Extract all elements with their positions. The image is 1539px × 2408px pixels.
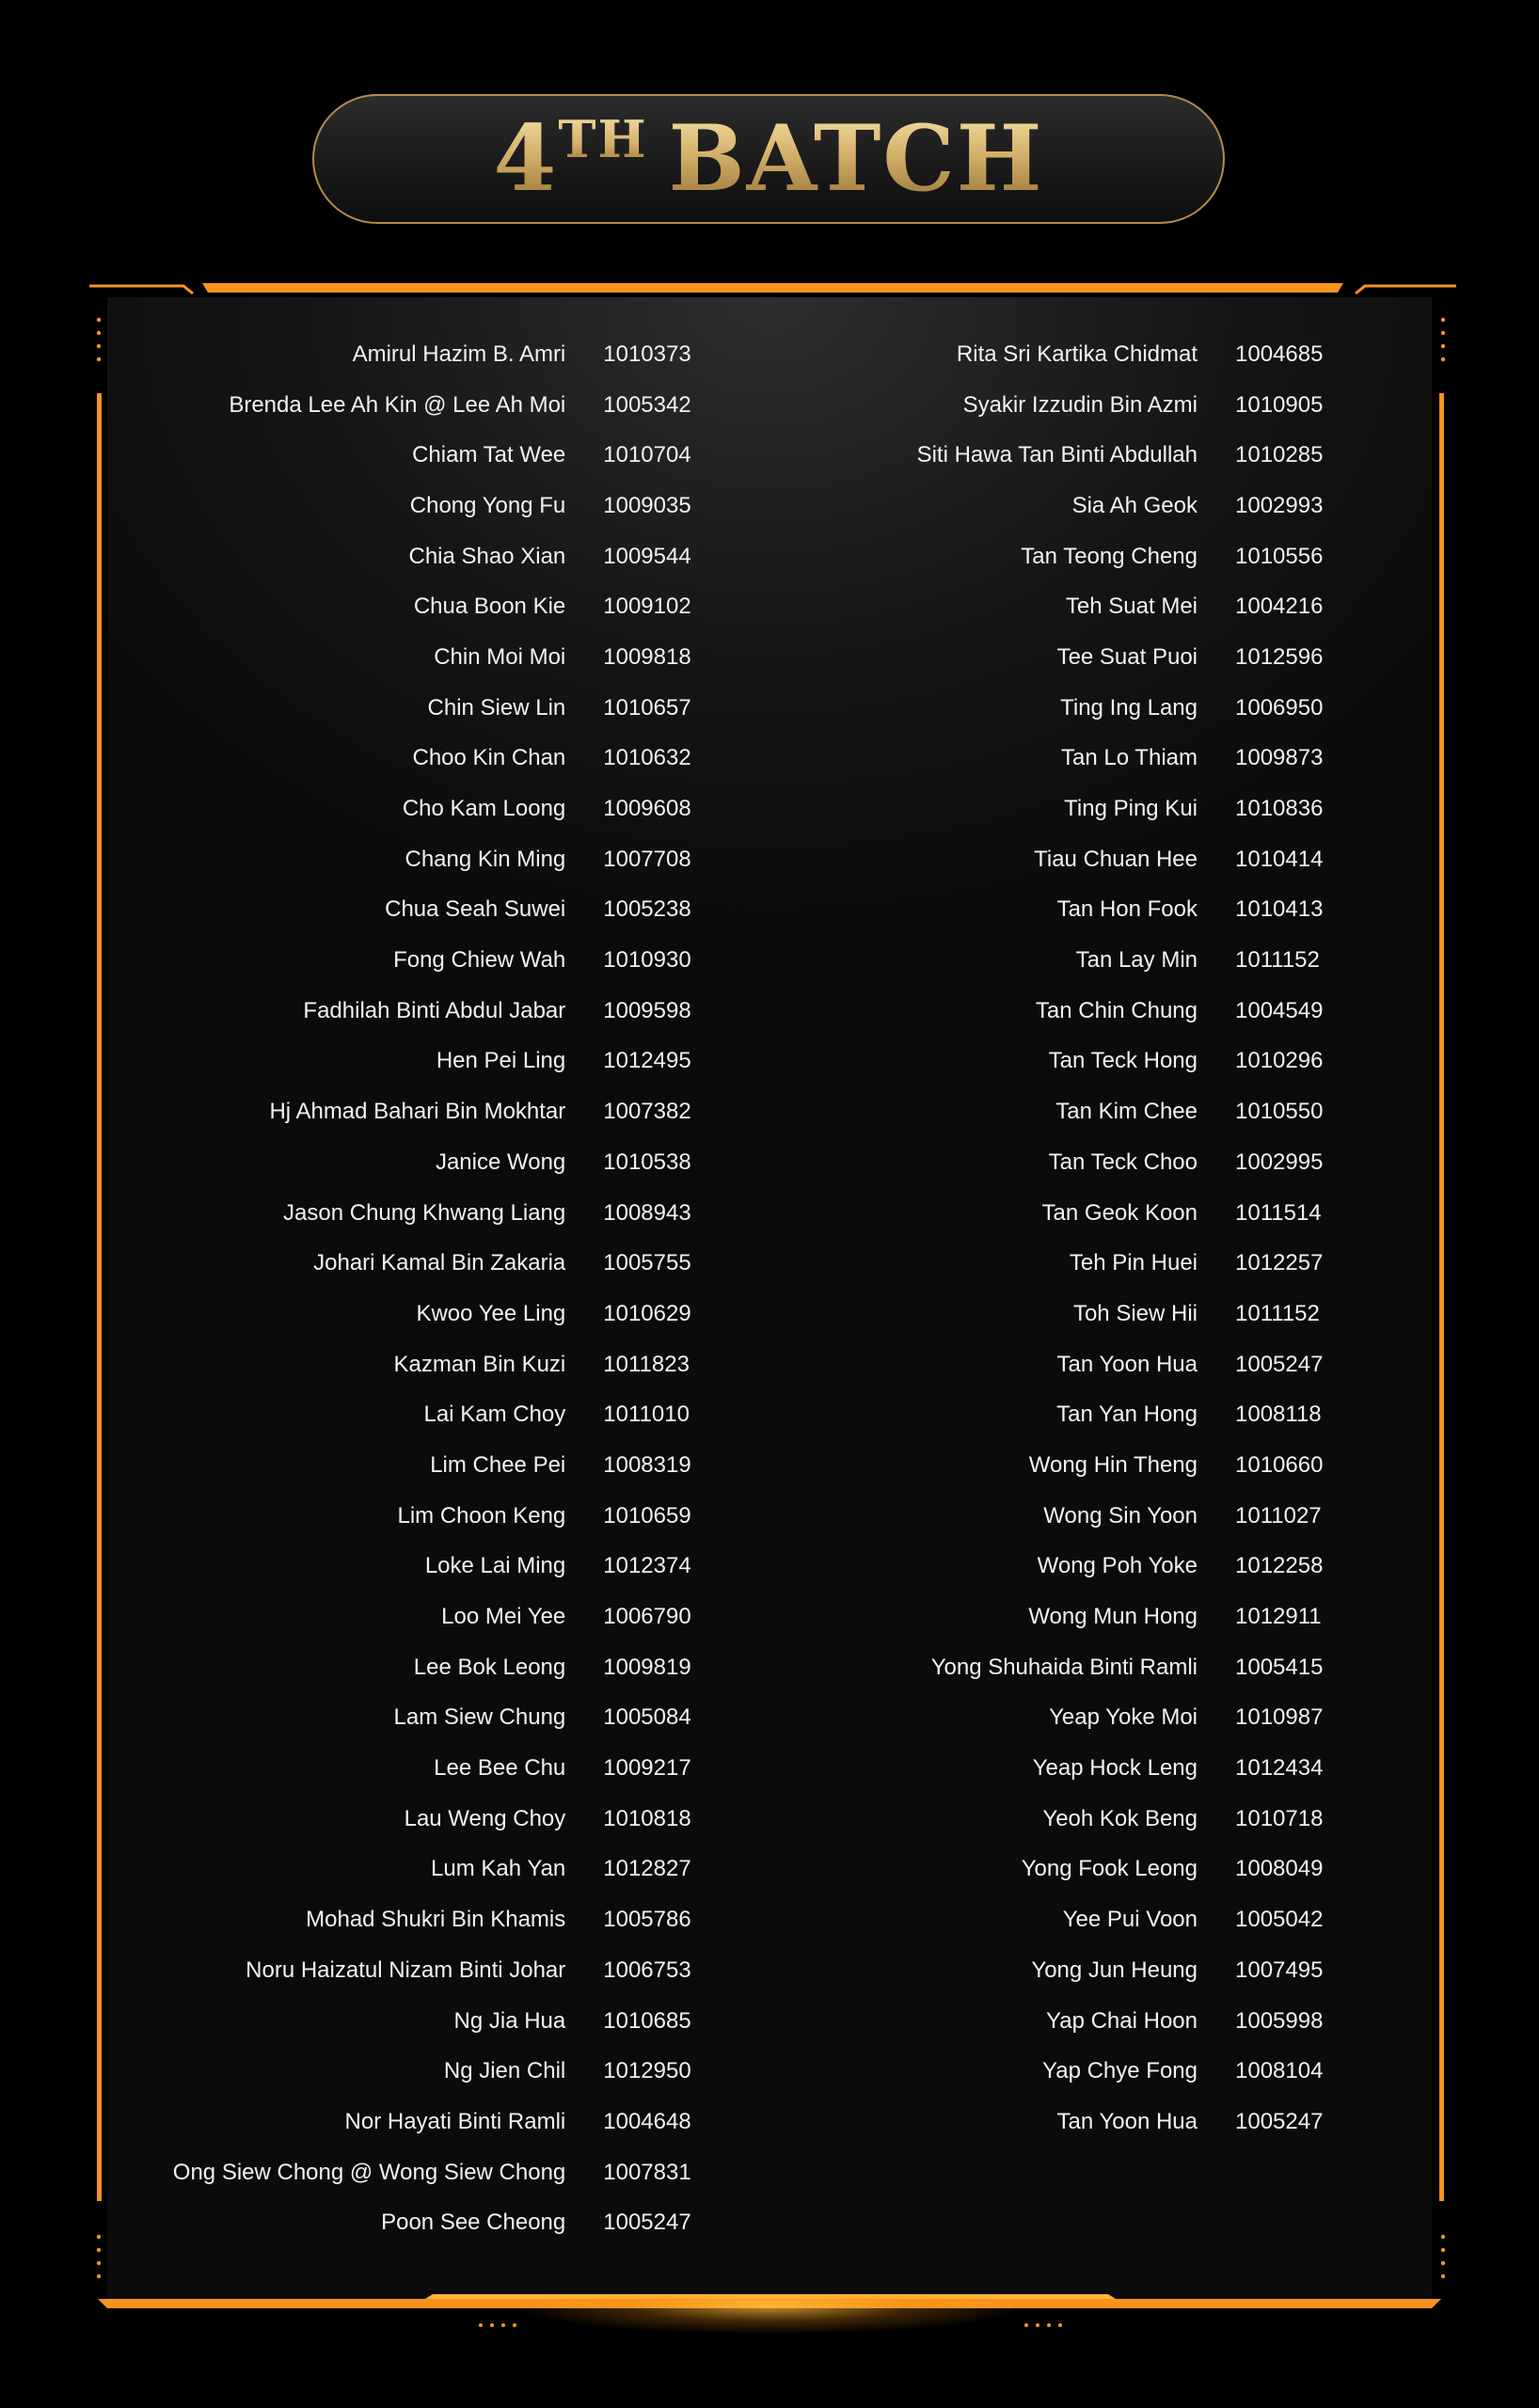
list-item <box>151 1339 715 1390</box>
frame-top-right-accent <box>1356 286 1456 293</box>
member-id: 1009608 <box>603 796 691 822</box>
member-id: 1012596 <box>1235 643 1324 670</box>
list-item <box>151 1642 715 1693</box>
list-item <box>151 1845 715 1895</box>
list-item <box>151 784 715 834</box>
member-id: 1011152 <box>1235 947 1320 974</box>
title-superscript: TH <box>558 109 648 169</box>
member-name: Tan Chin Chung <box>1035 997 1198 1023</box>
list-item <box>847 581 1392 632</box>
member-name: Chin Siew Lin <box>427 694 566 721</box>
member-id: 1005415 <box>1235 1654 1324 1680</box>
member-name: Amirul Hazim B. Amri <box>352 341 566 367</box>
member-id: 1010556 <box>1235 543 1324 569</box>
list-item <box>151 885 715 936</box>
list-item <box>847 1542 1392 1592</box>
member-id: 1010930 <box>603 947 691 974</box>
list-item <box>847 1794 1392 1845</box>
member-name: Wong Sin Yoon <box>1043 1502 1198 1529</box>
list-item <box>151 683 715 734</box>
list-item <box>151 481 715 531</box>
member-name: Loke Lai Ming <box>424 1553 566 1579</box>
list-item <box>847 1238 1392 1289</box>
member-id: 1005247 <box>1235 2108 1324 2134</box>
member-name: Tan Hon Fook <box>1056 896 1198 923</box>
member-id: 1011027 <box>1235 1502 1322 1529</box>
member-name: Teh Suat Mei <box>1065 594 1198 620</box>
member-id: 1002993 <box>1235 492 1324 518</box>
member-name: Lai Kam Choy <box>423 1402 566 1428</box>
list-item <box>847 1339 1392 1390</box>
member-id: 1009598 <box>603 997 691 1023</box>
right-column <box>847 329 1392 2147</box>
list-item <box>847 2046 1392 2097</box>
member-name: Noru Haizatul Nizam Binti Johar <box>246 1956 566 1983</box>
member-name: Chiam Tat Wee <box>412 442 566 468</box>
list-item <box>847 1592 1392 1642</box>
member-name: Brenda Lee Ah Kin @ Lee Ah Moi <box>229 391 566 418</box>
member-name: Chang Kin Ming <box>405 846 566 872</box>
member-id: 1005998 <box>1235 2007 1324 2034</box>
list-item <box>151 632 715 683</box>
member-id: 1010550 <box>1235 1099 1324 1125</box>
member-name: Rita Sri Kartika Chidmat <box>956 341 1198 367</box>
member-name: Fong Chiew Wah <box>393 947 566 974</box>
member-id: 1008943 <box>603 1199 691 1226</box>
member-name: Wong Hin Theng <box>1028 1451 1198 1478</box>
member-id: 1004549 <box>1235 997 1324 1023</box>
list-item <box>847 2097 1392 2147</box>
list-item <box>847 1440 1392 1491</box>
list-item <box>151 2147 715 2198</box>
member-name: Cho Kam Loong <box>402 796 566 822</box>
member-name: Hen Pei Ling <box>436 1048 566 1074</box>
member-id: 1008104 <box>1235 2058 1324 2084</box>
member-name: Ting Ping Kui <box>1064 796 1198 822</box>
member-name: Siti Hawa Tan Binti Abdullah <box>916 442 1198 468</box>
member-id: 1010685 <box>603 2007 691 2034</box>
member-name: Loo Mei Yee <box>441 1604 566 1630</box>
member-id: 1012374 <box>603 1553 691 1579</box>
list-item <box>847 1945 1392 1996</box>
member-name: Tan Yoon Hua <box>1056 1351 1198 1377</box>
member-id: 1012434 <box>1235 1755 1324 1782</box>
member-id: 1010718 <box>1235 1805 1324 1831</box>
member-id: 1004648 <box>603 2108 691 2134</box>
member-id: 1010987 <box>1235 1704 1324 1731</box>
member-name: Chia Shao Xian <box>408 543 566 569</box>
list-item <box>847 1491 1392 1542</box>
title-number: 4 <box>493 105 559 212</box>
list-item <box>847 329 1392 380</box>
member-name: Chua Boon Kie <box>413 594 566 620</box>
list-item <box>847 632 1392 683</box>
list-item <box>151 1086 715 1137</box>
list-item <box>847 935 1392 986</box>
member-id: 1011010 <box>603 1402 690 1428</box>
list-item <box>151 1491 715 1542</box>
member-id: 1008319 <box>603 1451 691 1478</box>
member-name: Yong Fook Leong <box>1021 1856 1198 1882</box>
member-name: Johari Kamal Bin Zakaria <box>313 1250 566 1276</box>
member-name: Chong Yong Fu <box>409 492 566 518</box>
member-id: 1009819 <box>603 1654 691 1680</box>
member-id: 1010632 <box>603 745 691 771</box>
member-id: 1007831 <box>603 2159 691 2185</box>
list-item <box>847 1996 1392 2047</box>
member-id: 1006790 <box>603 1604 691 1630</box>
member-id: 1012257 <box>1235 1250 1324 1276</box>
member-name: Sia Ah Geok <box>1071 492 1198 518</box>
list-item <box>847 834 1392 885</box>
list-item <box>151 1693 715 1744</box>
member-id: 1012258 <box>1235 1553 1324 1579</box>
left-column <box>151 329 715 2248</box>
member-name: Lim Choon Keng <box>397 1502 566 1529</box>
member-name: Ting Ing Lang <box>1060 694 1198 721</box>
member-name: Lim Chee Pei <box>430 1451 566 1478</box>
member-name: Teh Pin Huei <box>1069 1250 1198 1276</box>
member-id: 1009818 <box>603 643 691 670</box>
member-id: 1008118 <box>1235 1402 1322 1428</box>
member-id: 1010704 <box>603 442 691 468</box>
list-item <box>151 1945 715 1996</box>
member-name: Yeoh Kok Beng <box>1042 1805 1198 1831</box>
member-id: 1010905 <box>1235 391 1324 418</box>
member-id: 1010836 <box>1235 796 1324 822</box>
title-banner <box>312 94 1225 224</box>
member-id: 1009873 <box>1235 745 1324 771</box>
frame-top-bar <box>202 283 1343 293</box>
title-word: BATCH <box>668 105 1044 212</box>
member-id: 1004216 <box>1235 594 1324 620</box>
member-name: Lee Bok Leong <box>413 1654 566 1680</box>
list-item <box>847 531 1392 582</box>
member-id: 1005238 <box>603 896 691 923</box>
member-id: 1009102 <box>603 594 691 620</box>
member-id: 1012911 <box>1235 1604 1322 1630</box>
list-item <box>151 1137 715 1188</box>
page-title <box>493 105 1044 212</box>
member-id: 1005755 <box>603 1250 691 1276</box>
list-item <box>847 1894 1392 1945</box>
member-name: Tiau Chuan Hee <box>1034 846 1198 872</box>
member-id: 1010296 <box>1235 1048 1324 1074</box>
member-name: Syakir Izzudin Bin Azmi <box>962 391 1198 418</box>
list-item <box>847 1743 1392 1794</box>
member-name: Fadhilah Binti Abdul Jabar <box>303 997 566 1023</box>
list-item <box>847 1389 1392 1440</box>
member-id: 1011152 <box>1235 1300 1320 1326</box>
member-id: 1010413 <box>1235 896 1324 923</box>
list-item <box>151 2097 715 2147</box>
list-item <box>151 986 715 1037</box>
list-item <box>847 885 1392 936</box>
member-id: 1010657 <box>603 694 691 721</box>
member-name: Tan Geok Koon <box>1041 1199 1198 1226</box>
member-name: Tan Yoon Hua <box>1056 2108 1198 2134</box>
member-id: 1010818 <box>603 1805 691 1831</box>
member-id: 1006753 <box>603 1956 691 1983</box>
member-name: Lum Kah Yan <box>431 1856 566 1882</box>
member-id: 1010659 <box>603 1502 691 1529</box>
list-item <box>151 1743 715 1794</box>
list-item <box>151 1238 715 1289</box>
member-name: Tee Suat Puoi <box>1056 643 1198 670</box>
member-id: 1010629 <box>603 1300 691 1326</box>
member-id: 1010373 <box>603 341 691 367</box>
list-item <box>151 531 715 582</box>
member-name: Janice Wong <box>435 1149 566 1175</box>
list-item <box>847 1289 1392 1339</box>
member-name: Jason Chung Khwang Liang <box>283 1199 566 1226</box>
member-name: Kazman Bin Kuzi <box>393 1351 566 1377</box>
member-id: 1005342 <box>603 391 691 418</box>
member-id: 1010538 <box>603 1149 691 1175</box>
frame-right-bar <box>1439 393 1444 2201</box>
member-name: Toh Siew Hii <box>1072 1300 1198 1326</box>
list-item <box>847 1037 1392 1087</box>
member-id: 1011514 <box>1235 1199 1322 1226</box>
list-item <box>847 481 1392 531</box>
list-item <box>151 1592 715 1642</box>
member-id: 1005247 <box>603 2210 691 2236</box>
list-item <box>151 380 715 431</box>
list-item <box>847 380 1392 431</box>
member-id: 1007382 <box>603 1099 691 1125</box>
member-name: Tan Yan Hong <box>1056 1402 1198 1428</box>
member-name: Ong Siew Chong @ Wong Siew Chong <box>172 2159 566 2185</box>
member-id: 1007495 <box>1235 1956 1324 1983</box>
member-name: Poon See Cheong <box>381 2210 566 2236</box>
member-id: 1010660 <box>1235 1451 1324 1478</box>
member-name: Choo Kin Chan <box>412 745 566 771</box>
member-id: 1002995 <box>1235 1149 1324 1175</box>
list-item <box>151 581 715 632</box>
member-name: Tan Lay Min <box>1075 947 1198 974</box>
member-name: Mohad Shukri Bin Khamis <box>306 1907 566 1933</box>
member-name: Yap Chye Fong <box>1042 2058 1198 2084</box>
member-id: 1005084 <box>603 1704 691 1731</box>
list-item <box>151 935 715 986</box>
list-item <box>151 2046 715 2097</box>
list-item <box>151 1389 715 1440</box>
member-name: Yee Pui Voon <box>1062 1907 1198 1933</box>
member-name: Lee Bee Chu <box>434 1755 566 1782</box>
member-name: Hj Ahmad Bahari Bin Mokhtar <box>269 1099 566 1125</box>
member-name: Lau Weng Choy <box>404 1805 566 1831</box>
list-item <box>151 2197 715 2248</box>
member-id: 1005786 <box>603 1907 691 1933</box>
frame-top-left-accent <box>89 286 193 293</box>
list-item <box>151 1188 715 1239</box>
list-item <box>151 1794 715 1845</box>
member-id: 1012827 <box>603 1856 691 1882</box>
member-name: Tan Teck Choo <box>1048 1149 1198 1175</box>
list-item <box>151 834 715 885</box>
list-item <box>847 1086 1392 1137</box>
member-id: 1011823 <box>603 1351 690 1377</box>
member-id: 1005247 <box>1235 1351 1324 1377</box>
member-name: Chua Seah Suwei <box>385 896 566 923</box>
list-item <box>847 1693 1392 1744</box>
member-name: Yeap Yoke Moi <box>1049 1704 1198 1731</box>
list-item <box>847 784 1392 834</box>
bottom-glow <box>527 2295 1012 2333</box>
member-id: 1010285 <box>1235 442 1324 468</box>
list-item <box>151 1996 715 2047</box>
member-name: Yeap Hock Leng <box>1032 1755 1198 1782</box>
list-item <box>151 1037 715 1087</box>
member-id: 1005042 <box>1235 1907 1324 1933</box>
list-item <box>847 1137 1392 1188</box>
list-item <box>151 329 715 380</box>
list-item <box>151 1289 715 1339</box>
member-name: Wong Mun Hong <box>1028 1604 1198 1630</box>
member-id: 1006950 <box>1235 694 1324 721</box>
member-name: Ng Jien Chil <box>443 2058 566 2084</box>
member-name: Lam Siew Chung <box>393 1704 566 1731</box>
member-id: 1009544 <box>603 543 691 569</box>
list-item <box>151 734 715 784</box>
list-item <box>847 1188 1392 1239</box>
member-name: Ng Jia Hua <box>453 2007 566 2034</box>
member-name: Nor Hayati Binti Ramli <box>344 2108 566 2134</box>
list-item <box>151 1542 715 1592</box>
list-item <box>847 734 1392 784</box>
member-name: Yong Jun Heung <box>1031 1956 1198 1983</box>
list-item <box>151 430 715 481</box>
list-item <box>847 1642 1392 1693</box>
member-name: Tan Teong Cheng <box>1021 543 1198 569</box>
member-id: 1008049 <box>1235 1856 1324 1882</box>
list-item <box>847 986 1392 1037</box>
member-name: Wong Poh Yoke <box>1037 1553 1198 1579</box>
member-id: 1007708 <box>603 846 691 872</box>
list-item <box>847 683 1392 734</box>
member-id: 1009217 <box>603 1755 691 1782</box>
member-id: 1012495 <box>603 1048 691 1074</box>
member-name: Yap Chai Hoon <box>1046 2007 1198 2034</box>
member-id: 1009035 <box>603 492 691 518</box>
frame-left-bar <box>97 393 102 2201</box>
member-id: 1010414 <box>1235 846 1324 872</box>
member-name: Yong Shuhaida Binti Ramli <box>930 1654 1198 1680</box>
member-name: Chin Moi Moi <box>434 643 566 670</box>
member-name: Kwoo Yee Ling <box>416 1300 566 1326</box>
member-name: Tan Teck Hong <box>1048 1048 1198 1074</box>
member-name: Tan Kim Chee <box>1055 1099 1198 1125</box>
member-id: 1004685 <box>1235 341 1324 367</box>
list-item <box>151 1440 715 1491</box>
list-item <box>847 1845 1392 1895</box>
member-id: 1012950 <box>603 2058 691 2084</box>
list-item <box>151 1894 715 1945</box>
list-item <box>847 430 1392 481</box>
member-name: Tan Lo Thiam <box>1061 745 1198 771</box>
